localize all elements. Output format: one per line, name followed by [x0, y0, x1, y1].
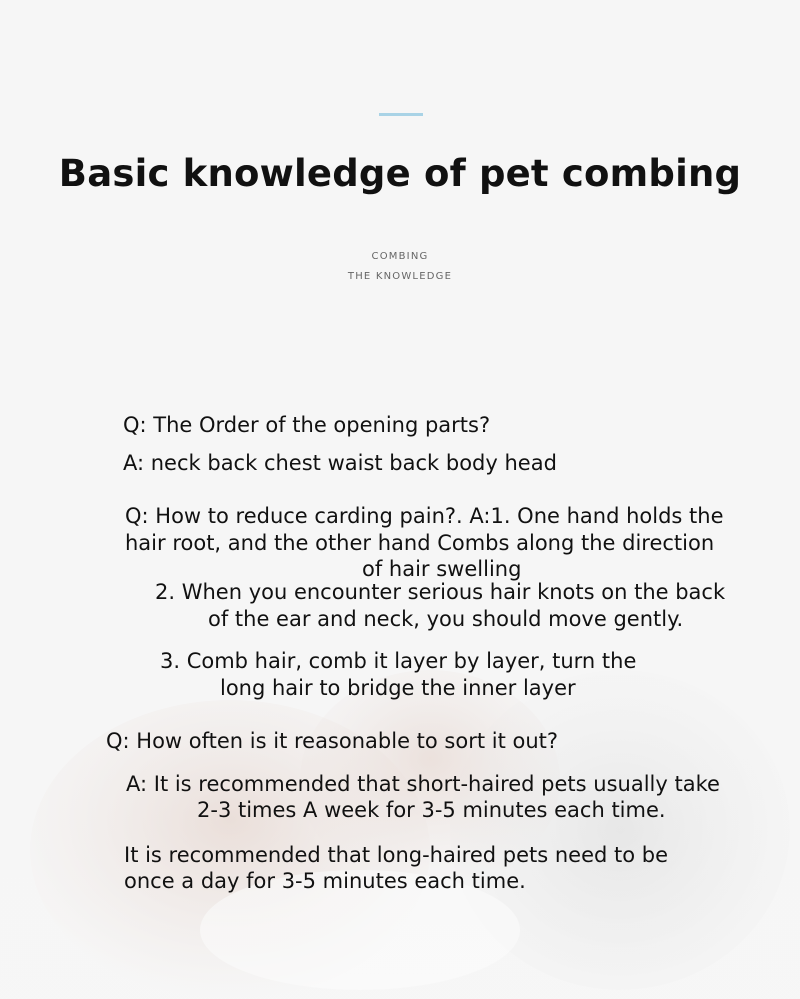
question-2-line-3: of hair swelling	[362, 557, 522, 581]
answer-1: A: neck back chest waist back body head	[123, 451, 557, 475]
answer-3b-line-2: once a day for 3-5 minutes each time.	[124, 869, 526, 893]
answer-2-point-2-line-2: of the ear and neck, you should move gently.	[208, 607, 684, 631]
answer-3-line-2: 2-3 times A week for 3-5 minutes each time.	[197, 798, 666, 822]
question-1: Q: The Order of the opening parts?	[123, 413, 491, 437]
answer-3-line-1: A: It is recommended that short-haired pets usually take	[126, 772, 720, 796]
answer-3b-line-1: It is recommended that long-haired pets need to be	[124, 843, 669, 867]
answer-2-point-3-line-1: 3. Comb hair, comb it layer by layer, turn the	[160, 649, 637, 673]
title-accent-line	[379, 113, 423, 116]
question-3: Q: How often is it reasonable to sort it out?	[106, 729, 559, 753]
answer-2-point-3-line-2: long hair to bridge the inner layer	[220, 676, 576, 700]
page-title: Basic knowledge of pet combing	[58, 152, 742, 195]
subtitle-line-1: COMBING	[371, 251, 429, 262]
question-2-line-1: Q: How to reduce carding pain?. A:1. One hand holds the	[125, 504, 724, 528]
question-2-line-2: hair root, and the other hand Combs along the direction	[125, 531, 715, 555]
answer-2-point-2-line-1: 2. When you encounter serious hair knots on the back	[155, 580, 726, 604]
subtitle-line-2: THE KNOWLEDGE	[347, 271, 453, 282]
